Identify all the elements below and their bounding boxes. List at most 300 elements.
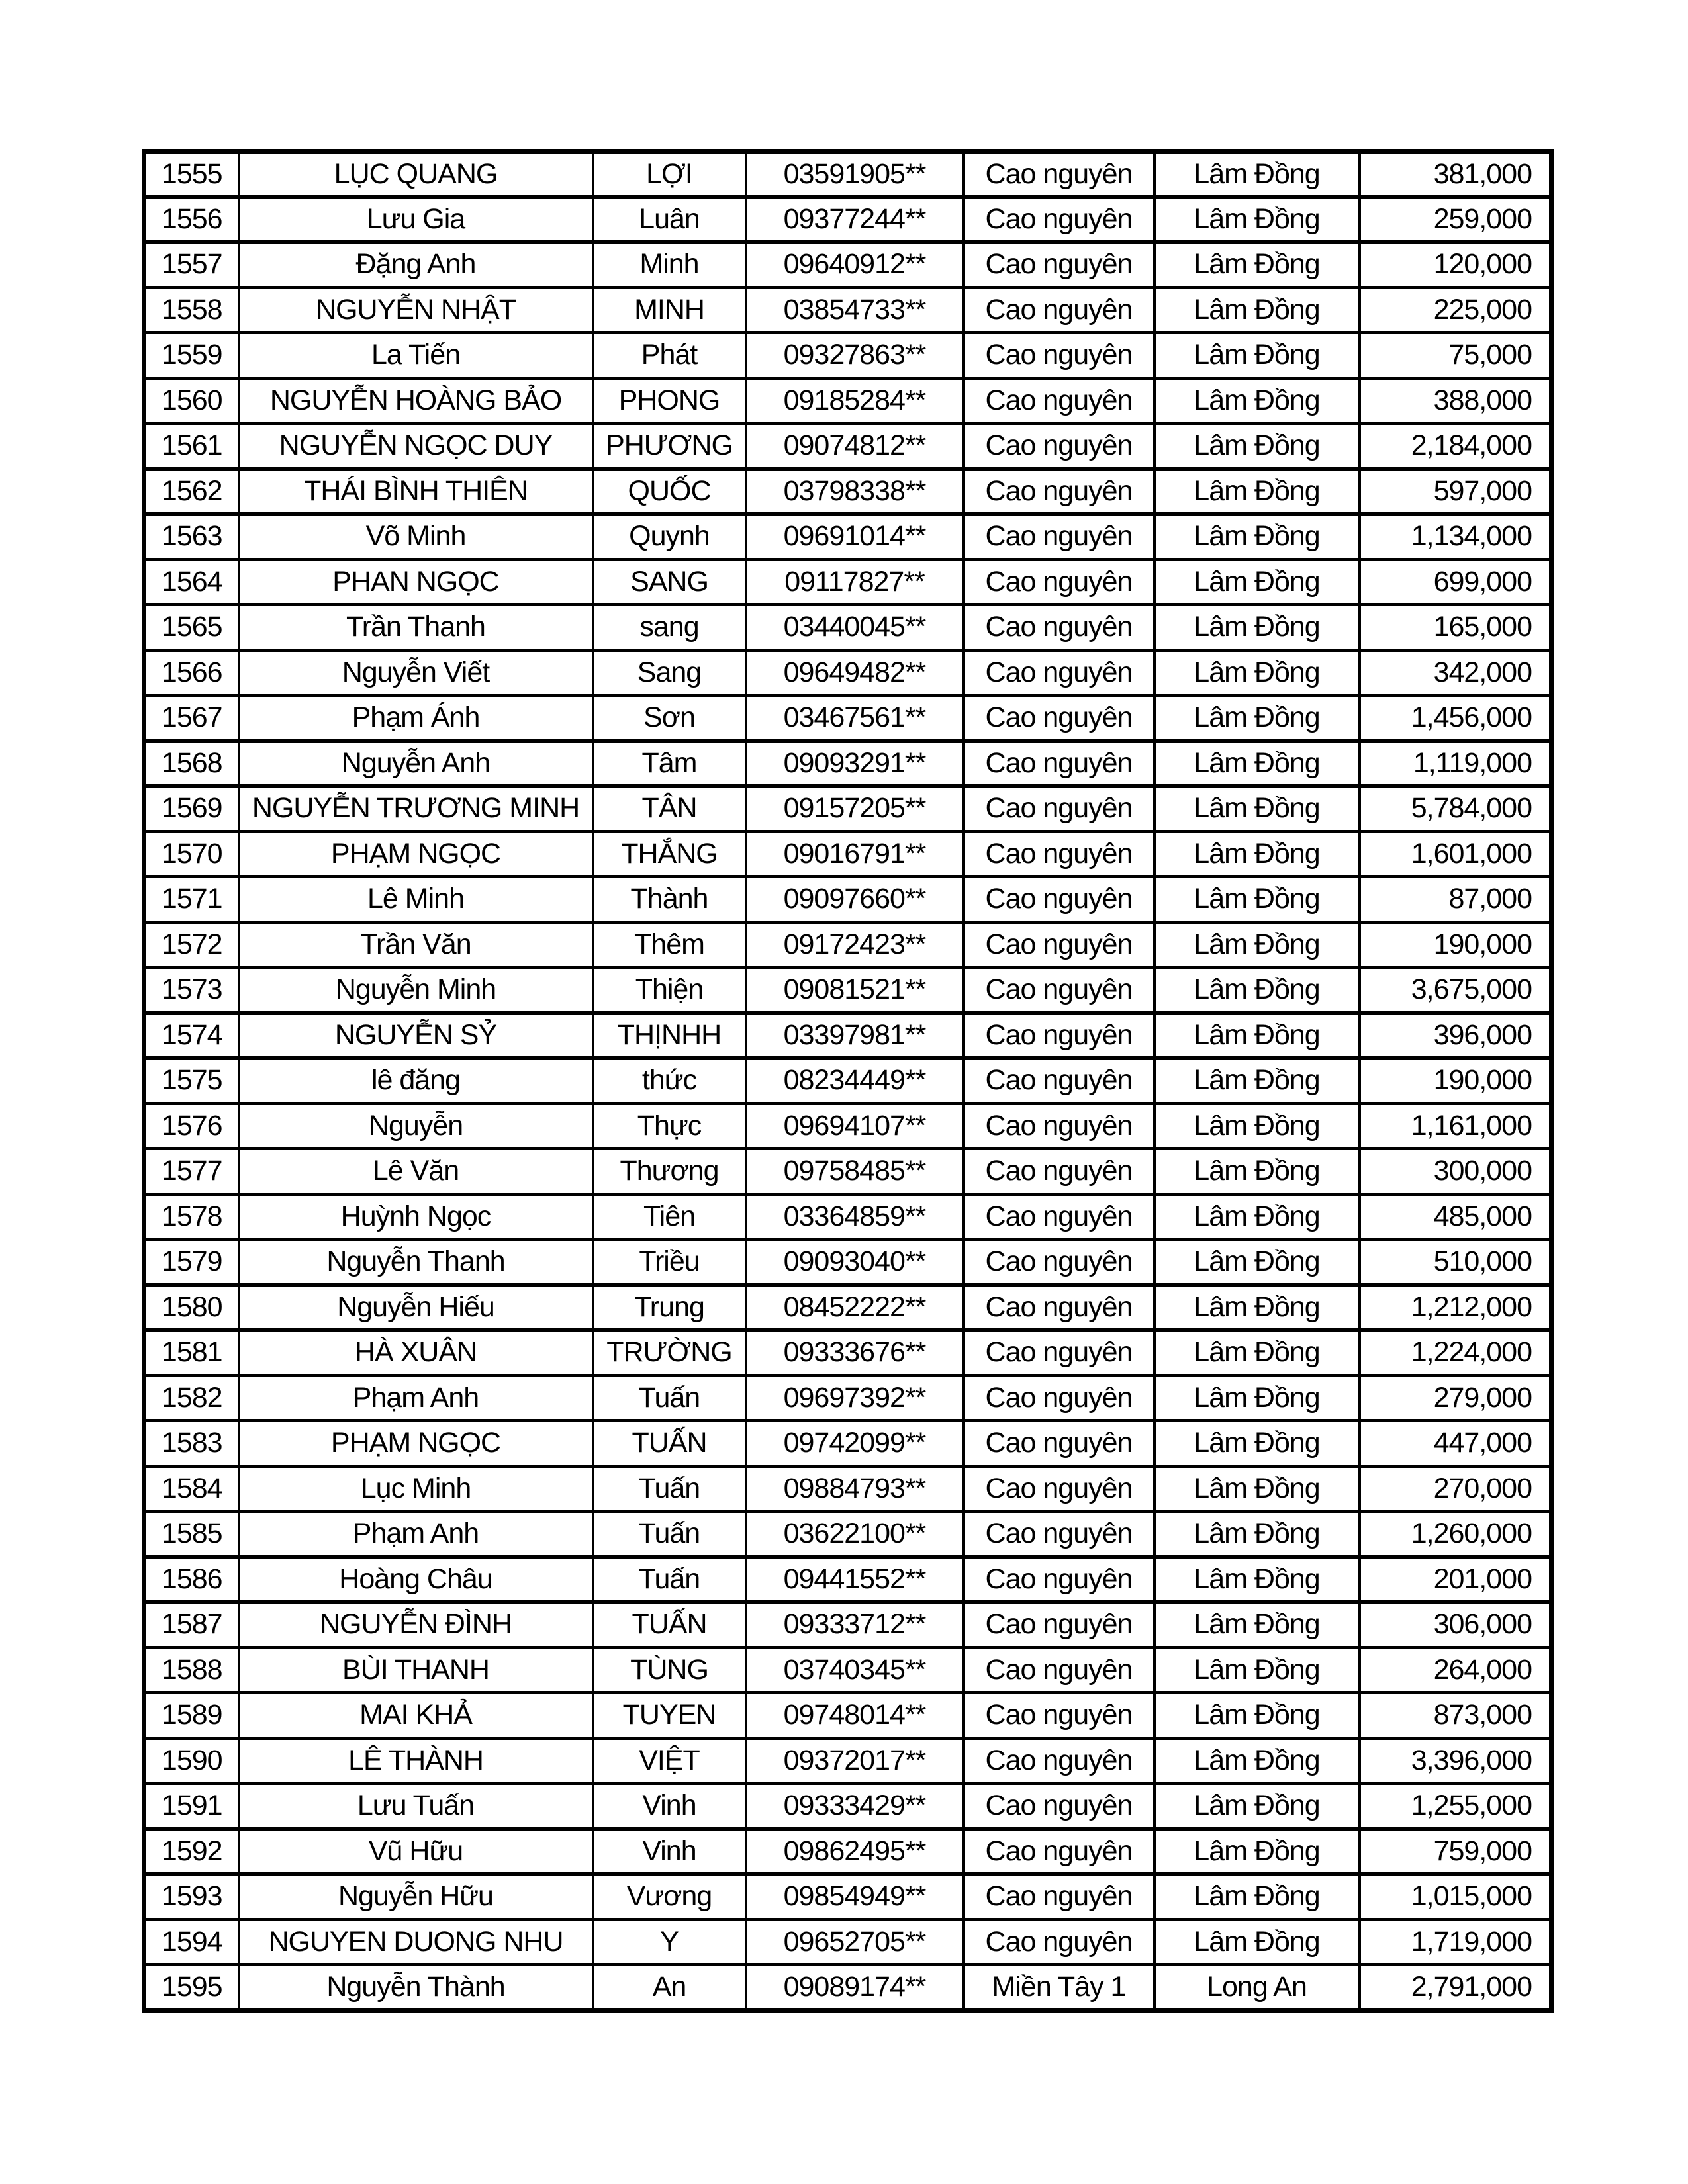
cell-index: 1589 xyxy=(144,1693,239,1739)
cell-first-name: Vương xyxy=(593,1874,746,1920)
table-row xyxy=(144,1874,1552,1920)
table-row xyxy=(144,1285,1552,1330)
cell-amount: 447,000 xyxy=(1360,1421,1552,1467)
table-row xyxy=(144,922,1552,968)
cell-index: 1591 xyxy=(144,1784,239,1829)
cell-province: Lâm Đồng xyxy=(1154,1149,1360,1195)
cell-region: Cao nguyên xyxy=(964,968,1154,1013)
cell-first-name: MINH xyxy=(593,287,746,333)
cell-region: Cao nguyên xyxy=(964,1058,1154,1104)
cell-amount: 120,000 xyxy=(1360,242,1552,288)
cell-last-middle-name: THÁI BÌNH THIÊN xyxy=(239,469,593,514)
cell-province: Lâm Đồng xyxy=(1154,1738,1360,1784)
cell-amount: 1,719,000 xyxy=(1360,1919,1552,1965)
cell-index: 1560 xyxy=(144,378,239,424)
cell-phone: 09089174** xyxy=(746,1965,964,2011)
cell-province: Lâm Đồng xyxy=(1154,1285,1360,1330)
cell-province: Lâm Đồng xyxy=(1154,424,1360,469)
cell-first-name: Tuấn xyxy=(593,1557,746,1602)
table-row xyxy=(144,197,1552,242)
cell-amount: 5,784,000 xyxy=(1360,786,1552,832)
cell-province: Lâm Đồng xyxy=(1154,287,1360,333)
cell-index: 1582 xyxy=(144,1375,239,1421)
cell-index: 1578 xyxy=(144,1194,239,1240)
cell-region: Cao nguyên xyxy=(964,1421,1154,1467)
cell-index: 1583 xyxy=(144,1421,239,1467)
cell-province: Lâm Đồng xyxy=(1154,559,1360,605)
cell-phone: 09333712** xyxy=(746,1602,964,1648)
cell-region: Cao nguyên xyxy=(964,922,1154,968)
cell-region: Cao nguyên xyxy=(964,1919,1154,1965)
cell-last-middle-name: Nguyễn Minh xyxy=(239,968,593,1013)
cell-phone: 09742099** xyxy=(746,1421,964,1467)
table-row xyxy=(144,1512,1552,1557)
cell-first-name: Tâm xyxy=(593,741,746,786)
cell-amount: 300,000 xyxy=(1360,1149,1552,1195)
table-row xyxy=(144,1829,1552,1874)
cell-last-middle-name: Phạm Anh xyxy=(239,1375,593,1421)
cell-last-middle-name: NGUYỄN TRƯƠNG MINH xyxy=(239,786,593,832)
cell-amount: 190,000 xyxy=(1360,1058,1552,1104)
cell-first-name: Trung xyxy=(593,1285,746,1330)
table-row xyxy=(144,242,1552,288)
table-row xyxy=(144,287,1552,333)
cell-region: Cao nguyên xyxy=(964,559,1154,605)
subscriber-table xyxy=(142,149,1554,2013)
cell-province: Lâm Đồng xyxy=(1154,1829,1360,1874)
cell-amount: 759,000 xyxy=(1360,1829,1552,1874)
cell-amount: 381,000 xyxy=(1360,152,1552,197)
table-row xyxy=(144,1103,1552,1149)
table-row xyxy=(144,1194,1552,1240)
cell-province: Lâm Đồng xyxy=(1154,197,1360,242)
cell-phone: 09691014** xyxy=(746,514,964,560)
cell-region: Cao nguyên xyxy=(964,333,1154,379)
cell-last-middle-name: Lê Minh xyxy=(239,877,593,923)
cell-region: Cao nguyên xyxy=(964,650,1154,696)
cell-phone: 09652705** xyxy=(746,1919,964,1965)
cell-region: Cao nguyên xyxy=(964,242,1154,288)
cell-last-middle-name: NGUYỄN HOÀNG BẢO xyxy=(239,378,593,424)
cell-first-name: TUẤN xyxy=(593,1602,746,1648)
table-row xyxy=(144,1919,1552,1965)
cell-index: 1564 xyxy=(144,559,239,605)
cell-last-middle-name: NGUYỄN NHẬT xyxy=(239,287,593,333)
cell-last-middle-name: Nguyễn Hữu xyxy=(239,1874,593,1920)
cell-phone: 08234449** xyxy=(746,1058,964,1104)
cell-last-middle-name: PHAN NGỌC xyxy=(239,559,593,605)
cell-last-middle-name: Huỳnh Ngọc xyxy=(239,1194,593,1240)
cell-region: Cao nguyên xyxy=(964,1240,1154,1285)
cell-first-name: SANG xyxy=(593,559,746,605)
cell-index: 1593 xyxy=(144,1874,239,1920)
cell-first-name: LỢI xyxy=(593,152,746,197)
cell-index: 1561 xyxy=(144,424,239,469)
cell-first-name: Luân xyxy=(593,197,746,242)
cell-region: Cao nguyên xyxy=(964,469,1154,514)
cell-phone: 09093040** xyxy=(746,1240,964,1285)
table-row xyxy=(144,650,1552,696)
cell-phone: 09172423** xyxy=(746,922,964,968)
cell-index: 1587 xyxy=(144,1602,239,1648)
cell-last-middle-name: La Tiến xyxy=(239,333,593,379)
cell-province: Lâm Đồng xyxy=(1154,1512,1360,1557)
cell-last-middle-name: Võ Minh xyxy=(239,514,593,560)
cell-region: Cao nguyên xyxy=(964,514,1154,560)
cell-phone: 09377244** xyxy=(746,197,964,242)
cell-phone: 09117827** xyxy=(746,559,964,605)
cell-region: Cao nguyên xyxy=(964,1375,1154,1421)
cell-phone: 09854949** xyxy=(746,1874,964,1920)
cell-phone: 08452222** xyxy=(746,1285,964,1330)
cell-index: 1594 xyxy=(144,1919,239,1965)
cell-province: Lâm Đồng xyxy=(1154,1874,1360,1920)
cell-phone: 03591905** xyxy=(746,152,964,197)
cell-first-name: THỊNHH xyxy=(593,1013,746,1058)
table-row xyxy=(144,741,1552,786)
cell-amount: 699,000 xyxy=(1360,559,1552,605)
cell-index: 1588 xyxy=(144,1647,239,1693)
cell-phone: 09185284** xyxy=(746,378,964,424)
cell-last-middle-name: BÙI THANH xyxy=(239,1647,593,1693)
cell-region: Cao nguyên xyxy=(964,1874,1154,1920)
cell-index: 1566 xyxy=(144,650,239,696)
cell-last-middle-name: Lục Minh xyxy=(239,1466,593,1512)
cell-last-middle-name: Lê Văn xyxy=(239,1149,593,1195)
table-row xyxy=(144,333,1552,379)
cell-first-name: An xyxy=(593,1965,746,2011)
cell-phone: 09097660** xyxy=(746,877,964,923)
table-row xyxy=(144,1421,1552,1467)
cell-index: 1576 xyxy=(144,1103,239,1149)
cell-amount: 1,161,000 xyxy=(1360,1103,1552,1149)
table-row xyxy=(144,1375,1552,1421)
cell-amount: 1,119,000 xyxy=(1360,741,1552,786)
cell-index: 1580 xyxy=(144,1285,239,1330)
cell-province: Lâm Đồng xyxy=(1154,333,1360,379)
cell-first-name: TRƯỜNG xyxy=(593,1330,746,1376)
cell-province: Lâm Đồng xyxy=(1154,1013,1360,1058)
cell-region: Cao nguyên xyxy=(964,1466,1154,1512)
cell-index: 1555 xyxy=(144,152,239,197)
cell-index: 1567 xyxy=(144,696,239,741)
cell-province: Lâm Đồng xyxy=(1154,1240,1360,1285)
cell-amount: 87,000 xyxy=(1360,877,1552,923)
cell-province: Lâm Đồng xyxy=(1154,242,1360,288)
cell-index: 1585 xyxy=(144,1512,239,1557)
table-row xyxy=(144,1240,1552,1285)
cell-index: 1577 xyxy=(144,1149,239,1195)
cell-last-middle-name: Nguyễn Hiếu xyxy=(239,1285,593,1330)
cell-amount: 1,260,000 xyxy=(1360,1512,1552,1557)
cell-phone: 09074812** xyxy=(746,424,964,469)
cell-index: 1572 xyxy=(144,922,239,968)
cell-index: 1565 xyxy=(144,605,239,651)
cell-province: Lâm Đồng xyxy=(1154,1557,1360,1602)
cell-first-name: PHONG xyxy=(593,378,746,424)
cell-last-middle-name: LỤC QUANG xyxy=(239,152,593,197)
cell-amount: 201,000 xyxy=(1360,1557,1552,1602)
cell-index: 1590 xyxy=(144,1738,239,1784)
cell-region: Cao nguyên xyxy=(964,1103,1154,1149)
cell-index: 1558 xyxy=(144,287,239,333)
cell-amount: 306,000 xyxy=(1360,1602,1552,1648)
cell-province: Lâm Đồng xyxy=(1154,1058,1360,1104)
table-row xyxy=(144,378,1552,424)
cell-phone: 03740345** xyxy=(746,1647,964,1693)
table-row xyxy=(144,424,1552,469)
table-row xyxy=(144,877,1552,923)
cell-index: 1570 xyxy=(144,831,239,877)
cell-last-middle-name: Nguyễn Viết xyxy=(239,650,593,696)
cell-region: Cao nguyên xyxy=(964,741,1154,786)
cell-first-name: Quynh xyxy=(593,514,746,560)
cell-phone: 09333429** xyxy=(746,1784,964,1829)
cell-region: Cao nguyên xyxy=(964,696,1154,741)
cell-province: Lâm Đồng xyxy=(1154,786,1360,832)
cell-phone: 09862495** xyxy=(746,1829,964,1874)
cell-province: Lâm Đồng xyxy=(1154,650,1360,696)
cell-phone: 09327863** xyxy=(746,333,964,379)
cell-last-middle-name: Lưu Gia xyxy=(239,197,593,242)
cell-phone: 09697392** xyxy=(746,1375,964,1421)
cell-index: 1581 xyxy=(144,1330,239,1376)
cell-index: 1575 xyxy=(144,1058,239,1104)
cell-index: 1557 xyxy=(144,242,239,288)
cell-last-middle-name: NGUYỄN ĐÌNH xyxy=(239,1602,593,1648)
cell-first-name: Thương xyxy=(593,1149,746,1195)
cell-first-name: QUỐC xyxy=(593,469,746,514)
cell-province: Lâm Đồng xyxy=(1154,1647,1360,1693)
cell-region: Cao nguyên xyxy=(964,1194,1154,1240)
cell-province: Lâm Đồng xyxy=(1154,831,1360,877)
cell-province: Lâm Đồng xyxy=(1154,378,1360,424)
cell-amount: 190,000 xyxy=(1360,922,1552,968)
cell-province: Lâm Đồng xyxy=(1154,514,1360,560)
table-row xyxy=(144,1466,1552,1512)
cell-first-name: Sơn xyxy=(593,696,746,741)
cell-index: 1569 xyxy=(144,786,239,832)
cell-first-name: Thiện xyxy=(593,968,746,1013)
cell-province: Lâm Đồng xyxy=(1154,1602,1360,1648)
cell-last-middle-name: NGUYỄN NGỌC DUY xyxy=(239,424,593,469)
cell-phone: 03440045** xyxy=(746,605,964,651)
cell-amount: 1,255,000 xyxy=(1360,1784,1552,1829)
cell-region: Cao nguyên xyxy=(964,1512,1154,1557)
cell-last-middle-name: Phạm Anh xyxy=(239,1512,593,1557)
cell-first-name: Phát xyxy=(593,333,746,379)
cell-amount: 2,184,000 xyxy=(1360,424,1552,469)
cell-region: Cao nguyên xyxy=(964,1149,1154,1195)
cell-phone: 09333676** xyxy=(746,1330,964,1376)
cell-first-name: Minh xyxy=(593,242,746,288)
table-row xyxy=(144,1693,1552,1739)
table-row xyxy=(144,1602,1552,1648)
table-row xyxy=(144,1557,1552,1602)
cell-amount: 75,000 xyxy=(1360,333,1552,379)
cell-amount: 259,000 xyxy=(1360,197,1552,242)
cell-amount: 165,000 xyxy=(1360,605,1552,651)
cell-first-name: TUẤN xyxy=(593,1421,746,1467)
cell-amount: 1,456,000 xyxy=(1360,696,1552,741)
cell-province: Lâm Đồng xyxy=(1154,1194,1360,1240)
cell-province: Lâm Đồng xyxy=(1154,877,1360,923)
table-row xyxy=(144,605,1552,651)
cell-first-name: Y xyxy=(593,1919,746,1965)
cell-province: Lâm Đồng xyxy=(1154,1466,1360,1512)
cell-first-name: PHƯƠNG xyxy=(593,424,746,469)
table-row xyxy=(144,1330,1552,1376)
cell-phone: 09081521** xyxy=(746,968,964,1013)
cell-region: Cao nguyên xyxy=(964,605,1154,651)
cell-region: Cao nguyên xyxy=(964,1829,1154,1874)
table-row xyxy=(144,1784,1552,1829)
cell-phone: 09372017** xyxy=(746,1738,964,1784)
cell-province: Long An xyxy=(1154,1965,1360,2011)
cell-first-name: Thực xyxy=(593,1103,746,1149)
cell-amount: 1,212,000 xyxy=(1360,1285,1552,1330)
cell-province: Lâm Đồng xyxy=(1154,696,1360,741)
cell-amount: 225,000 xyxy=(1360,287,1552,333)
cell-region: Cao nguyên xyxy=(964,1693,1154,1739)
cell-province: Lâm Đồng xyxy=(1154,922,1360,968)
cell-index: 1559 xyxy=(144,333,239,379)
cell-province: Lâm Đồng xyxy=(1154,1330,1360,1376)
cell-region: Cao nguyên xyxy=(964,1602,1154,1648)
cell-first-name: Vinh xyxy=(593,1784,746,1829)
table-row xyxy=(144,968,1552,1013)
cell-last-middle-name: Nguyễn xyxy=(239,1103,593,1149)
cell-first-name: TÂN xyxy=(593,786,746,832)
cell-last-middle-name: Hoàng Châu xyxy=(239,1557,593,1602)
cell-region: Cao nguyên xyxy=(964,1013,1154,1058)
cell-first-name: Tuấn xyxy=(593,1375,746,1421)
cell-phone: 09694107** xyxy=(746,1103,964,1149)
table-row xyxy=(144,559,1552,605)
cell-index: 1563 xyxy=(144,514,239,560)
cell-last-middle-name: Vũ Hữu xyxy=(239,1829,593,1874)
cell-first-name: Vinh xyxy=(593,1829,746,1874)
cell-amount: 342,000 xyxy=(1360,650,1552,696)
cell-amount: 510,000 xyxy=(1360,1240,1552,1285)
cell-region: Miền Tây 1 xyxy=(964,1965,1154,2011)
cell-last-middle-name: NGUYỄN SỶ xyxy=(239,1013,593,1058)
cell-amount: 279,000 xyxy=(1360,1375,1552,1421)
cell-first-name: Tuấn xyxy=(593,1512,746,1557)
cell-first-name: TUYEN xyxy=(593,1693,746,1739)
cell-first-name: thức xyxy=(593,1058,746,1104)
cell-first-name: Sang xyxy=(593,650,746,696)
cell-last-middle-name: HÀ XUÂN xyxy=(239,1330,593,1376)
cell-province: Lâm Đồng xyxy=(1154,1103,1360,1149)
cell-last-middle-name: lê đăng xyxy=(239,1058,593,1104)
cell-amount: 873,000 xyxy=(1360,1693,1552,1739)
cell-first-name: Tuấn xyxy=(593,1466,746,1512)
table-row xyxy=(144,1965,1552,2011)
cell-last-middle-name: PHẠM NGỌC xyxy=(239,831,593,877)
cell-phone: 09016791** xyxy=(746,831,964,877)
cell-province: Lâm Đồng xyxy=(1154,968,1360,1013)
cell-region: Cao nguyên xyxy=(964,152,1154,197)
cell-index: 1556 xyxy=(144,197,239,242)
cell-last-middle-name: Trần Thanh xyxy=(239,605,593,651)
cell-region: Cao nguyên xyxy=(964,1330,1154,1376)
cell-phone: 09157205** xyxy=(746,786,964,832)
cell-province: Lâm Đồng xyxy=(1154,605,1360,651)
cell-amount: 485,000 xyxy=(1360,1194,1552,1240)
cell-phone: 09441552** xyxy=(746,1557,964,1602)
cell-first-name: Thành xyxy=(593,877,746,923)
cell-last-middle-name: PHẠM NGỌC xyxy=(239,1421,593,1467)
cell-index: 1568 xyxy=(144,741,239,786)
cell-index: 1571 xyxy=(144,877,239,923)
table-row xyxy=(144,831,1552,877)
cell-phone: 03397981** xyxy=(746,1013,964,1058)
cell-region: Cao nguyên xyxy=(964,1738,1154,1784)
cell-region: Cao nguyên xyxy=(964,786,1154,832)
cell-amount: 1,134,000 xyxy=(1360,514,1552,560)
cell-last-middle-name: Đặng Anh xyxy=(239,242,593,288)
cell-phone: 09640912** xyxy=(746,242,964,288)
cell-phone: 03364859** xyxy=(746,1194,964,1240)
cell-phone: 09884793** xyxy=(746,1466,964,1512)
cell-province: Lâm Đồng xyxy=(1154,1784,1360,1829)
cell-province: Lâm Đồng xyxy=(1154,741,1360,786)
cell-first-name: VIỆT xyxy=(593,1738,746,1784)
cell-amount: 396,000 xyxy=(1360,1013,1552,1058)
cell-amount: 1,601,000 xyxy=(1360,831,1552,877)
cell-region: Cao nguyên xyxy=(964,197,1154,242)
cell-province: Lâm Đồng xyxy=(1154,1693,1360,1739)
cell-region: Cao nguyên xyxy=(964,1647,1154,1693)
cell-region: Cao nguyên xyxy=(964,1557,1154,1602)
table-row xyxy=(144,469,1552,514)
cell-last-middle-name: MAI KHẢ xyxy=(239,1693,593,1739)
cell-index: 1592 xyxy=(144,1829,239,1874)
cell-last-middle-name: LÊ THÀNH xyxy=(239,1738,593,1784)
cell-index: 1579 xyxy=(144,1240,239,1285)
cell-last-middle-name: NGUYEN DUONG NHU xyxy=(239,1919,593,1965)
cell-last-middle-name: Phạm Ánh xyxy=(239,696,593,741)
table-row xyxy=(144,1149,1552,1195)
cell-index: 1573 xyxy=(144,968,239,1013)
cell-amount: 264,000 xyxy=(1360,1647,1552,1693)
cell-first-name: Triều xyxy=(593,1240,746,1285)
cell-index: 1574 xyxy=(144,1013,239,1058)
cell-province: Lâm Đồng xyxy=(1154,1919,1360,1965)
cell-index: 1562 xyxy=(144,469,239,514)
cell-amount: 3,675,000 xyxy=(1360,968,1552,1013)
cell-region: Cao nguyên xyxy=(964,831,1154,877)
cell-amount: 597,000 xyxy=(1360,469,1552,514)
table-row xyxy=(144,1013,1552,1058)
table-row xyxy=(144,1647,1552,1693)
cell-first-name: THẮNG xyxy=(593,831,746,877)
cell-first-name: TÙNG xyxy=(593,1647,746,1693)
cell-phone: 03622100** xyxy=(746,1512,964,1557)
cell-phone: 09649482** xyxy=(746,650,964,696)
cell-region: Cao nguyên xyxy=(964,287,1154,333)
cell-index: 1586 xyxy=(144,1557,239,1602)
cell-phone: 03467561** xyxy=(746,696,964,741)
table-row xyxy=(144,696,1552,741)
cell-first-name: Tiên xyxy=(593,1194,746,1240)
cell-index: 1595 xyxy=(144,1965,239,2011)
table-row xyxy=(144,786,1552,832)
cell-amount: 1,224,000 xyxy=(1360,1330,1552,1376)
cell-last-middle-name: Nguyễn Anh xyxy=(239,741,593,786)
cell-amount: 1,015,000 xyxy=(1360,1874,1552,1920)
